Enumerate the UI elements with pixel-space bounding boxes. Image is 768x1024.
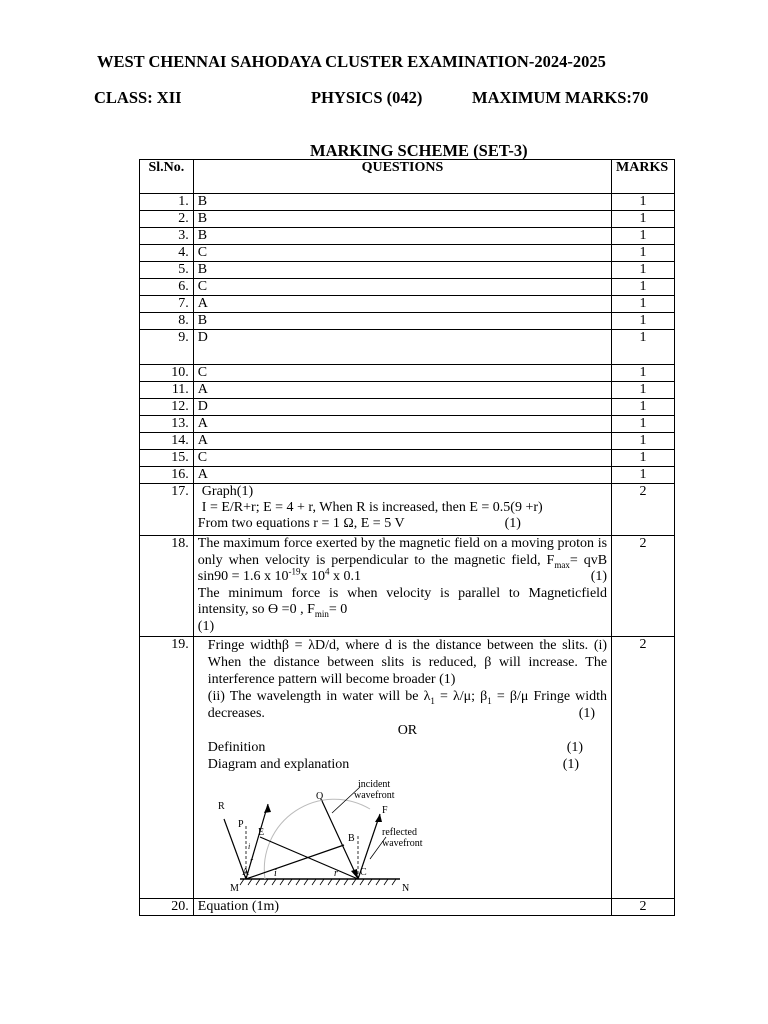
row-number: 15. <box>140 450 194 467</box>
row-mark: 1 <box>612 228 675 245</box>
q18-para2 <box>198 586 607 619</box>
table-row-19 <box>140 637 675 899</box>
table-header-row <box>140 160 675 194</box>
table-row <box>140 262 675 279</box>
table-row <box>140 245 675 262</box>
reflection-wavefront-diagram <box>210 779 430 897</box>
q19-p2-sub2: 1 <box>487 695 492 706</box>
row-answer: A <box>193 467 611 484</box>
row-mark: 1 <box>612 382 675 399</box>
row-mark: 2 <box>612 899 675 916</box>
header-slno: Sl.No. <box>140 160 194 194</box>
row-mark: 2 <box>612 484 675 536</box>
row-mark: 1 <box>612 433 675 450</box>
subject-label: PHYSICS (042) <box>311 88 423 107</box>
row-number: 1. <box>140 194 194 211</box>
label-r: r <box>333 868 338 879</box>
label-reflected: reflected <box>381 827 417 838</box>
q18-mark-b: (1) <box>197 618 215 634</box>
row-number: 14. <box>140 433 194 450</box>
q19-diag-mark: (1) <box>562 757 580 772</box>
q18-sup2: 4 <box>325 566 330 577</box>
q17-line2: I = E/R+r; E = 4 + r, When R is increased, then E = 0.5(9 +r) <box>201 500 543 515</box>
row-mark: 1 <box>612 399 675 416</box>
row-mark: 1 <box>612 467 675 484</box>
q19-p2-sub1: 1 <box>430 695 435 706</box>
table-row <box>140 382 675 399</box>
row-answer: C <box>193 245 611 262</box>
label-F: F <box>381 805 388 816</box>
row-answer: D <box>193 399 611 416</box>
table-row <box>140 279 675 296</box>
label-B: B <box>347 833 355 844</box>
row-number: 6. <box>140 279 194 296</box>
row-answer: A <box>193 296 611 313</box>
marking-table <box>139 159 675 916</box>
label-i: i <box>273 868 277 879</box>
scheme-title: MARKING SCHEME (SET-3) <box>310 141 528 160</box>
row-number: 9. <box>140 330 194 365</box>
q18-text5: The minimum force is when velocity is parallel to Magneticfield intensity, so Ɵ =0 , F <box>197 585 608 617</box>
row-answer <box>193 536 611 637</box>
row-answer: A <box>193 433 611 450</box>
row-answer: C <box>193 279 611 296</box>
row-answer: B <box>193 262 611 279</box>
q17-line3-text: From two equations r = 1 Ω, E = 5 V <box>197 516 405 531</box>
q19-def-mark: (1) <box>566 740 584 755</box>
q19-body <box>198 637 607 773</box>
q18-mark-a: (1) <box>590 569 608 584</box>
row-number: 18. <box>140 536 194 637</box>
row-answer: C <box>193 365 611 382</box>
row-number: 17. <box>140 484 194 536</box>
q19-diag: Diagram and explanation <box>207 757 350 772</box>
row-mark: 1 <box>612 450 675 467</box>
q18-text2: = qvB sin90 = 1.6 x 10 <box>197 552 608 584</box>
class-label: CLASS: XII <box>94 88 182 107</box>
row-answer <box>193 637 611 899</box>
row-number: 10. <box>140 365 194 382</box>
row-number: 5. <box>140 262 194 279</box>
label-wavefront-2: wavefront <box>381 838 423 849</box>
row-mark: 2 <box>612 637 675 899</box>
label-wavefront-1: wavefront <box>353 790 395 801</box>
row-answer: A <box>193 382 611 399</box>
q19-def-line <box>208 739 607 756</box>
q18-text6: = 0 <box>328 602 348 617</box>
table-row <box>140 416 675 433</box>
q17-line3-mark: (1) <box>504 516 521 531</box>
table-row <box>140 399 675 416</box>
header-questions: QUESTIONS <box>193 160 611 194</box>
table-row <box>140 313 675 330</box>
row-mark: 1 <box>612 416 675 433</box>
row-number: 19. <box>140 637 194 899</box>
row-mark: 1 <box>612 194 675 211</box>
label-C: C <box>359 867 367 878</box>
row-number: 7. <box>140 296 194 313</box>
row-answer: C <box>193 450 611 467</box>
row-answer: B <box>193 313 611 330</box>
header-marks: MARKS <box>612 160 675 194</box>
q19-def: Definition <box>207 740 266 755</box>
table-row-18 <box>140 536 675 637</box>
exam-title: WEST CHENNAI SAHODAYA CLUSTER EXAMINATION-2024-2025 <box>97 52 606 71</box>
row-mark: 1 <box>612 296 675 313</box>
label-Q: Q <box>315 791 324 802</box>
row-mark: 1 <box>612 365 675 382</box>
q19-p2a: (ii) The wavelength in water will be λ <box>207 689 431 704</box>
q19-diag-line <box>208 756 607 773</box>
q19-para1 <box>208 637 607 688</box>
q18-text4: x 0.1 <box>329 569 362 584</box>
row-number: 4. <box>140 245 194 262</box>
label-M: M <box>229 883 239 894</box>
q19-p2b: = λ/μ; β <box>434 689 488 704</box>
table-row <box>140 450 675 467</box>
row-mark: 1 <box>612 245 675 262</box>
table-row <box>140 296 675 313</box>
row-answer <box>193 484 611 536</box>
table-row-17 <box>140 484 675 536</box>
row-mark: 1 <box>612 330 675 365</box>
q18-sub-max: max <box>554 559 570 570</box>
answer-rows <box>140 194 675 484</box>
q19-p1: Fringe widthβ = λD/d, where d is the distance between the slits. (i) When the distance between slits is reduced, β will increase. The interference pattern will become broader <box>207 638 608 687</box>
row-number: 20. <box>140 899 194 916</box>
label-r2: r <box>249 856 253 865</box>
q18-sub-min: min <box>314 608 329 619</box>
q18-para1 <box>198 536 607 586</box>
label-incident: incident <box>357 779 391 790</box>
row-answer: B <box>193 228 611 245</box>
row-number: 3. <box>140 228 194 245</box>
table-row <box>140 228 675 245</box>
row-mark: 2 <box>612 536 675 637</box>
q18-text1: The maximum force exerted by the magnetic field on a moving proton is only when velocity is perpendicular to the magnetic field, F <box>197 536 608 568</box>
label-N: N <box>401 883 410 894</box>
label-P: P <box>237 819 244 830</box>
q17-line3 <box>198 516 607 532</box>
table-row <box>140 365 675 382</box>
table-row <box>140 467 675 484</box>
row-mark: 1 <box>612 279 675 296</box>
q19-para2 <box>208 688 607 722</box>
q19-p2-mark: (1) <box>578 706 596 721</box>
row-mark: 1 <box>612 313 675 330</box>
row-answer: A <box>193 416 611 433</box>
row-number: 8. <box>140 313 194 330</box>
row-number: 11. <box>140 382 194 399</box>
row-answer: Equation (1m) <box>193 899 611 916</box>
max-marks-label: MAXIMUM MARKS:70 <box>472 88 649 107</box>
q17-line1: Graph(1) <box>201 484 254 499</box>
row-mark: 1 <box>612 211 675 228</box>
q19-or: OR <box>397 723 418 738</box>
q18-text3: x 10 <box>300 569 326 584</box>
row-number: 2. <box>140 211 194 228</box>
label-E: E <box>257 827 264 838</box>
q19-p2c: = β/μ Fringe width decreases. <box>207 689 608 721</box>
row-mark: 1 <box>612 262 675 279</box>
row-number: 12. <box>140 399 194 416</box>
table-row <box>140 433 675 450</box>
label-A: A <box>241 867 250 878</box>
q19-p1-mark: (1) <box>439 672 456 687</box>
row-number: 13. <box>140 416 194 433</box>
q18-sup1: -19 <box>288 566 301 577</box>
row-answer: B <box>193 194 611 211</box>
row-answer: B <box>193 211 611 228</box>
table-row <box>140 211 675 228</box>
table-row <box>140 194 675 211</box>
row-number: 16. <box>140 467 194 484</box>
row-answer: D <box>193 330 611 365</box>
label-R: R <box>217 801 225 812</box>
table-row <box>140 330 675 365</box>
label-i2: i <box>247 842 251 851</box>
table-row-20 <box>140 899 675 916</box>
